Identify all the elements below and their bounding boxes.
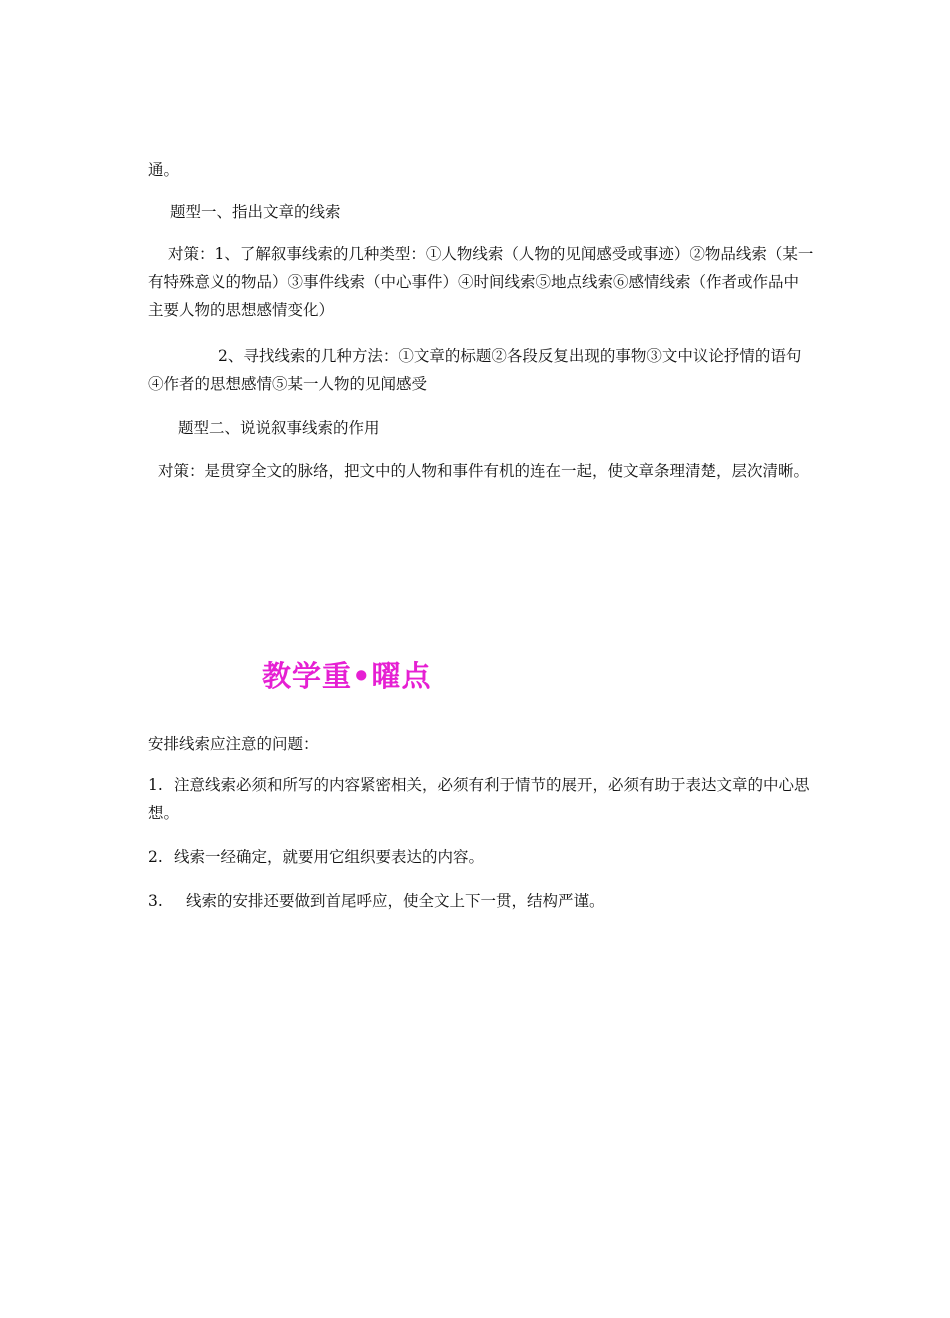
list-item-number: 1.	[148, 776, 163, 794]
list-item-number: 2.	[148, 848, 163, 866]
question-type-1-strategy-2: 2、寻找线索的几种方法：①文章的标题②各段反复出现的事物③文中议论抒情的语句④作者的思想感情⑤某一人物的见闻感受	[148, 347, 802, 393]
section-intro: 安排线索应注意的问题：	[148, 735, 319, 753]
list-item-3	[148, 887, 814, 915]
list-item-text: 注意线索必须和所写的内容紧密相关，必须有利于情节的展开，必须有助于表达文章的中心思想。	[148, 776, 810, 822]
list-item-1	[148, 771, 814, 827]
list-item-text: 线索的安排还要做到首尾呼应，使全文上下一贯，结构严谨。	[186, 892, 605, 910]
section-heading: 教学重•曜点	[262, 659, 432, 693]
list-item-number: 3.	[148, 892, 163, 910]
list-item-text: 线索一经确定，就要用它组织要表达的内容。	[174, 848, 485, 866]
question-type-1-title: 题型一、指出文章的线索	[170, 203, 341, 221]
question-type-2-title: 题型二、说说叙事线索的作用	[178, 419, 380, 437]
continuation-text: 通。	[148, 161, 180, 179]
question-type-1-strategy-1: 对策：1、了解叙事线索的几种类型：①人物线索（人物的见闻感受或事迹）②物品线索（某一有特殊意义的物品）③事件线索（中心事件）④时间线索⑤地点线索⑥感情线索（作者或作品中主要人物的思想感情变化）	[148, 245, 814, 319]
question-type-2-strategy: 对策：是贯穿全文的脉络，把文中的人物和事件有机的连在一起，使文章条理清楚，层次清晰。	[158, 462, 810, 480]
list-item-2	[148, 843, 814, 871]
